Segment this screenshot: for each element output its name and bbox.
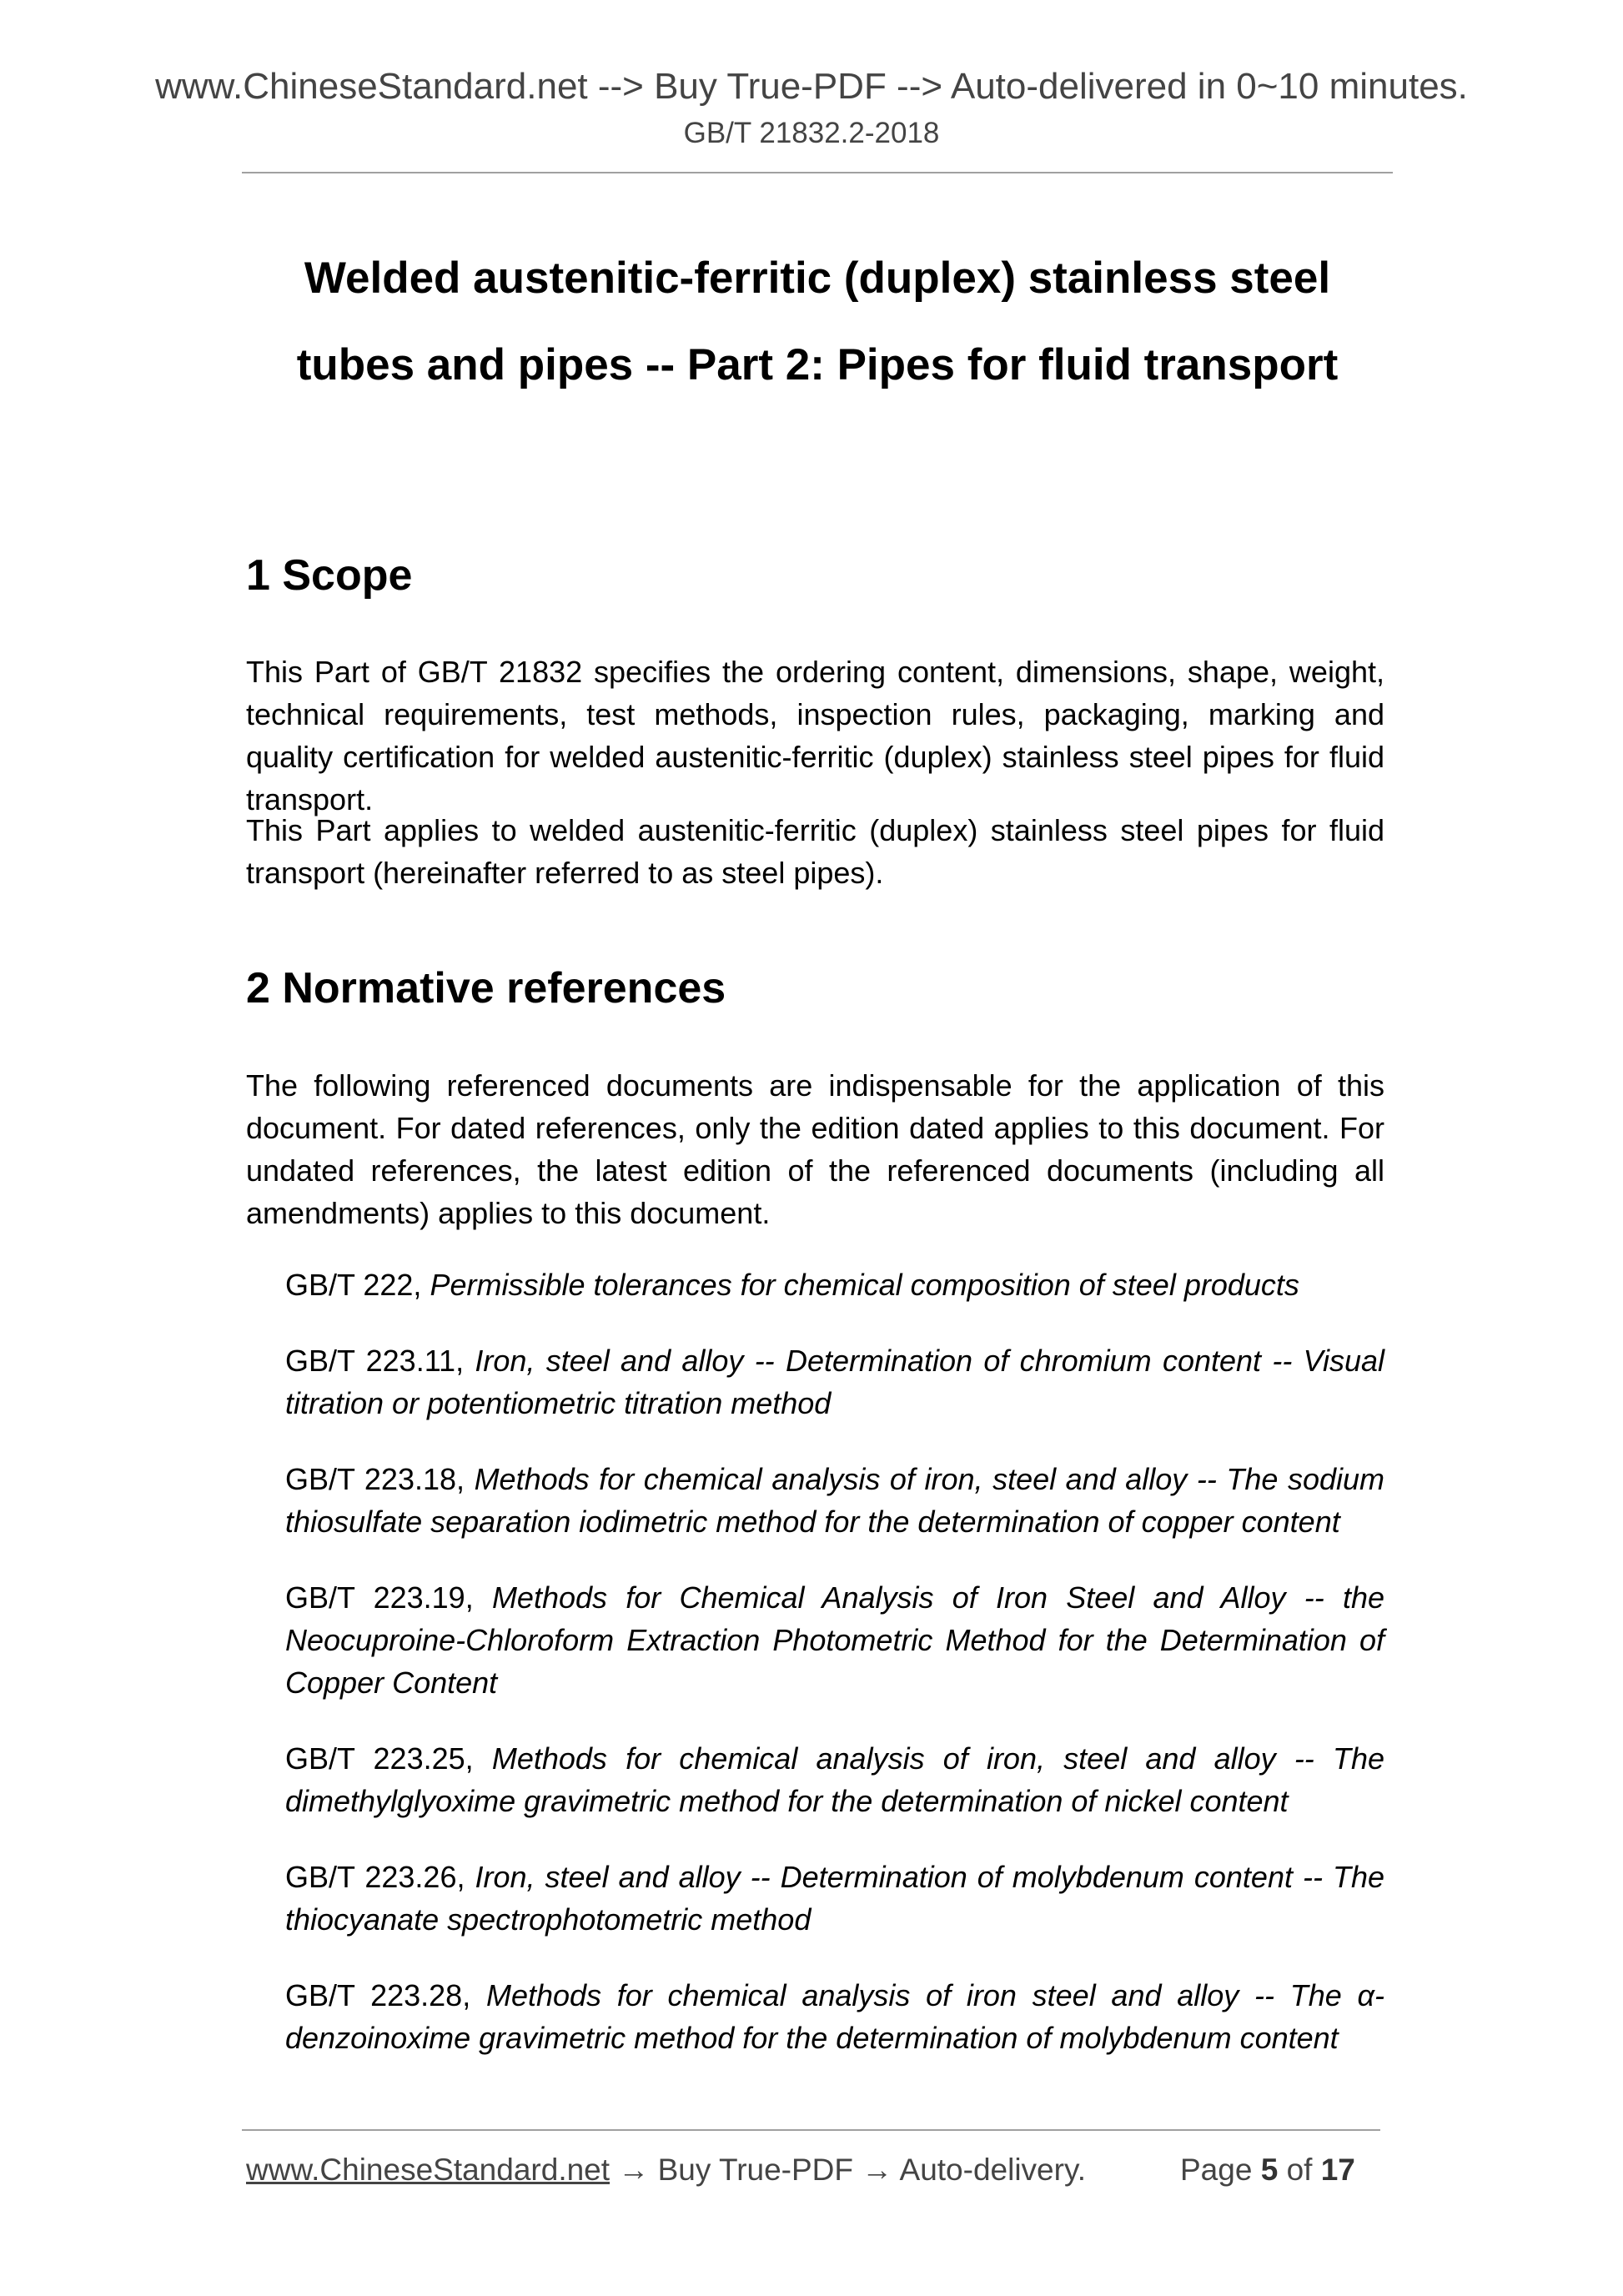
reference-title: Methods for Chemical Analysis of Iron Steel and Alloy -- the Neocuproine-Chloroform Extraction Photometric Method for the Determination of Copper Content — [285, 1580, 1384, 1700]
scope-paragraph-1: This Part of GB/T 21832 specifies the ordering content, dimensions, shape, weight, technical requirements, test methods, inspection rules, packaging, marking and quality certification for welded austenitic-ferritic (duplex) stainless steel pipes for fluid transport. — [246, 655, 1384, 816]
header-divider — [242, 172, 1393, 173]
page-number: 5 — [1260, 2153, 1279, 2187]
footer-site-link[interactable]: www.ChineseStandard.net — [246, 2153, 611, 2187]
reference-item — [285, 1339, 1384, 1424]
header-banner: www.ChineseStandard.net --> Buy True-PDF --> Auto-delivered in 0~10 minutes. — [155, 66, 1468, 107]
page-label: Page — [1180, 2153, 1253, 2187]
document-title-line-1: Welded austenitic-ferritic (duplex) stainless steel — [304, 254, 1331, 303]
footer-promo-text: → Buy True-PDF → Auto-delivery. — [610, 2153, 1086, 2187]
reference-title: Methods for chemical analysis of iron steel and alloy -- The α-denzoinoxime gravimetric method for the determination of molybdenum content — [285, 1978, 1385, 2055]
section-scope — [246, 550, 1384, 600]
reference-code: GB/T 223.11, — [285, 1344, 465, 1378]
reference-title: Iron, steel and alloy -- Determination of chromium content -- Visual titration or potentiometric titration method — [285, 1344, 1384, 1420]
standard-code: GB/T 21832.2-2018 — [683, 117, 940, 149]
reference-item — [285, 1458, 1384, 1543]
reference-item — [285, 1974, 1384, 2059]
document-title-line-2: tubes and pipes -- Part 2: Pipes for fluid transport — [296, 340, 1339, 389]
reference-title: Methods for chemical analysis of iron, steel and alloy -- The sodium thiosulfate separation iodimetric method for the determination of copper content — [285, 1462, 1384, 1539]
reference-item — [285, 1856, 1384, 1941]
normative-paragraph-1: The following referenced documents are indispensable for the application of this document. For dated references, only the edition dated applies to this document. For undated references, the latest edition of the referenced documents (including all amendments) applies to this document. — [246, 1068, 1384, 1230]
reference-code: GB/T 222, — [285, 1268, 422, 1302]
section-heading-normative-references: 2 Normative references — [246, 964, 726, 1012]
reference-item — [285, 1576, 1384, 1704]
scope-paragraph-2: This Part applies to welded austenitic-ferritic (duplex) stainless steel pipes for fluid transport (hereinafter referred to as steel pipes). — [246, 813, 1384, 890]
footer-divider — [242, 2129, 1380, 2131]
of-label: of — [1286, 2153, 1313, 2187]
reference-code: GB/T 223.19, — [285, 1580, 474, 1615]
reference-code: GB/T 223.25, — [285, 1741, 474, 1776]
scope-paragraph-1-block — [246, 651, 1384, 821]
section-heading-scope: 1 Scope — [246, 551, 413, 600]
normative-paragraph-block — [246, 1064, 1384, 1234]
document-title — [242, 235, 1393, 409]
reference-item — [285, 1264, 1384, 1306]
section-normative-references — [246, 963, 1384, 1013]
reference-title: Permissible tolerances for chemical composition of steel products — [430, 1268, 1299, 1302]
page-indicator — [1180, 2152, 1355, 2188]
reference-code: GB/T 223.18, — [285, 1462, 465, 1496]
reference-list — [285, 1264, 1384, 2093]
reference-code: GB/T 223.26, — [285, 1860, 465, 1894]
reference-title: Methods for chemical analysis of iron, steel and alloy -- The dimethylglyoxime gravimetric method for the determination of nickel content — [285, 1741, 1385, 1818]
footer-promo — [246, 2152, 1086, 2188]
page-total: 17 — [1320, 2153, 1355, 2187]
reference-item — [285, 1737, 1384, 1822]
scope-paragraph-2-block — [246, 809, 1384, 894]
reference-code: GB/T 223.28, — [285, 1978, 471, 2012]
reference-title: Iron, steel and alloy -- Determination of molybdenum content -- The thiocyanate spectrophotometric method — [285, 1860, 1384, 1937]
